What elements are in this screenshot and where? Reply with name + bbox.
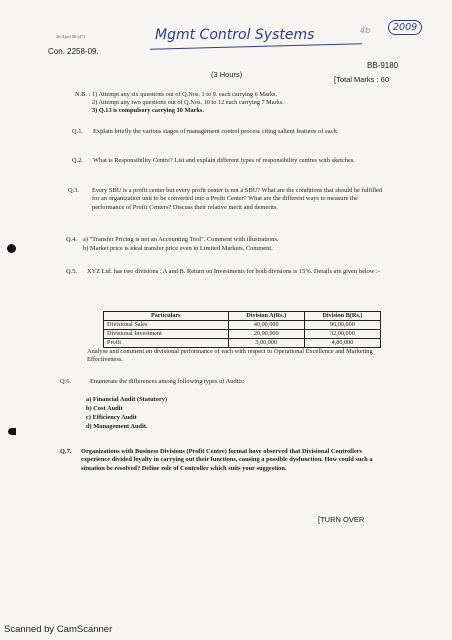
table-header: Division B(Rs.): [304, 312, 380, 321]
instructions-label: N.B. :: [75, 91, 91, 98]
handwritten-title: Mgmt Control Systems: [155, 27, 315, 43]
handwritten-year: 2009: [388, 20, 422, 35]
question-text: Enumerate the differences among following types of Audits:: [90, 378, 245, 385]
question-text: b) Market price is ideal transfer price even in Limited Markets. Comment.: [83, 245, 273, 252]
table-cell: 40,00,000: [228, 321, 304, 330]
table-header: Particulars: [104, 312, 229, 321]
question-number: Q.4.: [66, 236, 78, 243]
table-row: [104, 339, 381, 348]
instructions: [92, 91, 392, 115]
question-text: Organizations with Business Divisions (Profit Centre) format have observed that Divisional Controllers experience divided loyalty in carrying out their functions, causing a possible dysfunction. How could such a situation be resolved? Define role of Controller which suits your suggestion.: [81, 448, 373, 472]
instruction-line: 3) Q.13 is compulsory carrying 10 Marks.: [92, 107, 204, 114]
table-cell: Divisional Investment: [104, 330, 229, 339]
question-text: Every SBU is a profit center but every profit center is not a SBU? What are the conditions that should be fulfilled for an organization unit to be converted into a Profit Center? What are the different ways to measure the performance of Profit Centers? Discuss their relative merit and demerits.: [92, 187, 383, 211]
total-marks: [Total Marks : 60: [334, 75, 390, 84]
table-header: Division A(Rs.): [228, 312, 304, 321]
table-cell: Divisional Sales: [104, 321, 229, 330]
table-cell: 20,00,000: [228, 330, 304, 339]
handwritten-note: 4b: [360, 26, 371, 35]
question-number: Q.2.: [72, 157, 84, 164]
list-item: b) Cost Audit: [86, 405, 123, 412]
question-number: Q.6.: [60, 378, 72, 385]
table-cell: Profit: [104, 339, 229, 348]
table-cell: 96,00,000: [304, 321, 380, 330]
stamp-note: 26 April 08 (47): [56, 34, 86, 39]
table-header-row: [104, 312, 381, 321]
list-item: a) Financial Audit (Statutory): [86, 396, 168, 403]
table-row: [104, 330, 381, 339]
table-cell: 32,00,000: [304, 330, 380, 339]
list-item: d) Management Audit.: [86, 423, 148, 430]
question-number: Q.7.: [60, 448, 72, 455]
divisions-table: [103, 311, 381, 348]
instruction-line: 1) Attempt any six questions out of Q.Nos. 1 to 9. each carrying 6 Marks.: [92, 91, 278, 98]
handwritten-underline: [150, 43, 362, 50]
question-number: Q.1.: [72, 128, 84, 135]
question-text: Explain briefly the various stages of management control process citing salient features of each.: [93, 128, 339, 135]
question-text: What is Responsibility Centre? List and explain different types of responsibility centres with sketches.: [93, 157, 355, 164]
table-cell: 4,80,000: [304, 339, 380, 348]
turn-over: [TURN OVER: [318, 515, 365, 524]
question-text: a) "Transfer Pricing is not an Accounting Tool". Comment with illustrations.: [83, 236, 279, 243]
question-number: Q.3.: [68, 187, 80, 194]
punch-hole: [7, 244, 16, 253]
con-number: Con. 2258-09.: [48, 47, 99, 56]
question-text: XYZ Ltd. has two divisions : A and B. Return on Investments for both divisions is 15%. Details are given below :-: [87, 268, 380, 275]
list-item: c) Efficiency Audit: [86, 414, 137, 421]
question-number: Q.5.: [66, 268, 78, 275]
table-row: [104, 321, 381, 330]
duration: (3 Hours): [211, 70, 243, 79]
scanner-footer: Scanned by CamScanner: [4, 624, 113, 635]
instruction-line: 2) Attempt any two questions out of Q.Nos. 10 to 12 each carrying 7 Marks.: [92, 99, 284, 106]
table-cell: 3,00,000: [228, 339, 304, 348]
paper-code: BB-9180: [367, 61, 399, 70]
analysis-instruction: Analyse and comment on divisional performance of each with respect to Operational Excellence and Marketing Effectiveness.: [87, 348, 373, 364]
audit-list: [86, 395, 167, 431]
punch-hole: [8, 428, 16, 435]
